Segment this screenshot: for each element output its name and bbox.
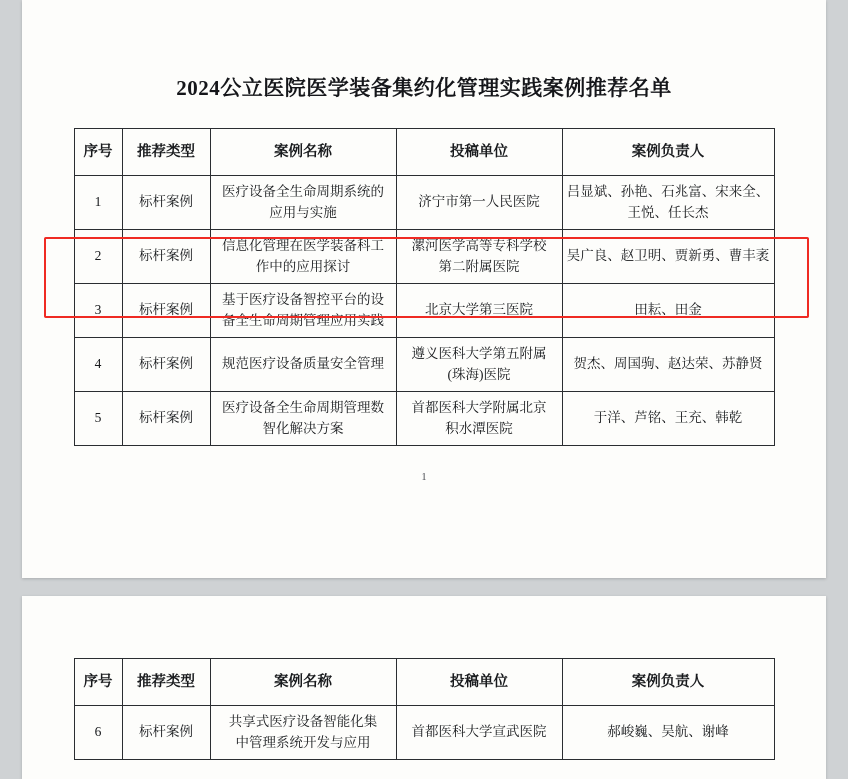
cell-owner xyxy=(562,176,774,230)
cell-type: 标杆案例 xyxy=(122,284,210,338)
cell-type: 标杆案例 xyxy=(122,176,210,230)
column-header-type: 推荐类型 xyxy=(122,659,210,706)
owner-line: 吴广良、赵卫明、贾新勇、曹丰袤 xyxy=(566,248,770,264)
unit-line: 济宁市第一人民医院 xyxy=(418,194,540,210)
cell-no: 6 xyxy=(74,706,122,760)
case-line: 医疗设备全生命周期管理数 xyxy=(222,400,384,416)
unit-line: 首都医科大学附属北京 xyxy=(411,400,547,416)
table-header-row xyxy=(74,659,774,706)
case-line: 规范医疗设备质量安全管理 xyxy=(222,356,384,372)
cell-case-name xyxy=(210,392,396,446)
cell-type: 标杆案例 xyxy=(122,338,210,392)
cell-owner xyxy=(562,392,774,446)
cell-owner xyxy=(562,338,774,392)
column-header-type: 推荐类型 xyxy=(122,129,210,176)
table-row xyxy=(74,706,774,760)
case-line: 基于医疗设备智控平台的设 xyxy=(222,292,384,308)
owner-line: 吕显斌、孙艳、石兆富、宋来全、 xyxy=(566,184,770,199)
unit-line: (珠海)医院 xyxy=(447,366,511,382)
case-line: 应用与实施 xyxy=(269,204,337,220)
cell-no: 2 xyxy=(74,230,122,284)
column-header-unit: 投稿单位 xyxy=(396,659,562,706)
cell-unit xyxy=(396,230,562,284)
column-header-unit: 投稿单位 xyxy=(396,129,562,176)
case-line: 医疗设备全生命周期系统的 xyxy=(222,184,384,199)
cell-case-name xyxy=(210,284,396,338)
cell-unit xyxy=(396,392,562,446)
cell-type: 标杆案例 xyxy=(122,706,210,760)
cell-case-name xyxy=(210,230,396,284)
table-header-row xyxy=(74,129,774,176)
page-number: 1 xyxy=(421,472,427,484)
case-line: 共享式医疗设备智能化集 xyxy=(228,714,378,729)
owner-line: 郝峻巍、吴航、谢峰 xyxy=(607,724,729,740)
case-line: 智化解决方案 xyxy=(262,420,344,436)
case-line: 信息化管理在医学装备科工 xyxy=(222,238,384,254)
cell-type: 标杆案例 xyxy=(122,230,210,284)
column-header-no: 序号 xyxy=(74,659,122,706)
cell-unit xyxy=(396,338,562,392)
unit-line: 漯河医学高等专科学校 xyxy=(411,238,547,254)
unit-line: 第二附属医院 xyxy=(438,258,520,274)
cell-case-name xyxy=(210,338,396,392)
owner-line: 王悦、任长杰 xyxy=(627,204,709,220)
table-row xyxy=(74,284,774,338)
cell-owner xyxy=(562,284,774,338)
owner-line: 于洋、芦铭、王充、韩乾 xyxy=(593,410,743,426)
document-page-2 xyxy=(22,596,826,779)
column-header-owner: 案例负责人 xyxy=(562,129,774,176)
table-row-highlighted xyxy=(74,230,774,284)
column-header-case-name: 案例名称 xyxy=(210,659,396,706)
cell-unit xyxy=(396,284,562,338)
column-header-no: 序号 xyxy=(74,129,122,176)
cell-no: 1 xyxy=(74,176,122,230)
unit-line: 积水潭医院 xyxy=(445,420,513,436)
cell-type: 标杆案例 xyxy=(122,392,210,446)
cell-owner xyxy=(562,706,774,760)
document-page-1 xyxy=(22,0,826,578)
unit-line: 北京大学第三医院 xyxy=(425,302,533,318)
cell-unit xyxy=(396,706,562,760)
case-line: 作中的应用探讨 xyxy=(255,258,351,274)
cell-no: 5 xyxy=(74,392,122,446)
cell-unit xyxy=(396,176,562,230)
owner-line: 田耘、田金 xyxy=(634,302,702,318)
page-title: 2024公立医院医学装备集约化管理实践案例推荐名单 xyxy=(176,76,672,100)
unit-line: 遵义医科大学第五附属 xyxy=(411,346,547,362)
case-line: 中管理系统开发与应用 xyxy=(235,734,371,750)
cell-no: 4 xyxy=(74,338,122,392)
cell-case-name xyxy=(210,706,396,760)
recommendation-table xyxy=(74,128,775,446)
unit-line: 首都医科大学宣武医院 xyxy=(411,724,547,740)
cell-case-name xyxy=(210,176,396,230)
column-header-case-name: 案例名称 xyxy=(210,129,396,176)
owner-line: 贺杰、周国驹、赵达荣、苏静贤 xyxy=(573,356,763,372)
column-header-owner: 案例负责人 xyxy=(562,659,774,706)
case-line: 备全生命周期管理应用实践 xyxy=(222,312,384,328)
cell-no: 3 xyxy=(74,284,122,338)
table-row xyxy=(74,392,774,446)
recommendation-table-page2 xyxy=(74,658,775,760)
cell-owner xyxy=(562,230,774,284)
table-row xyxy=(74,338,774,392)
table-row xyxy=(74,176,774,230)
